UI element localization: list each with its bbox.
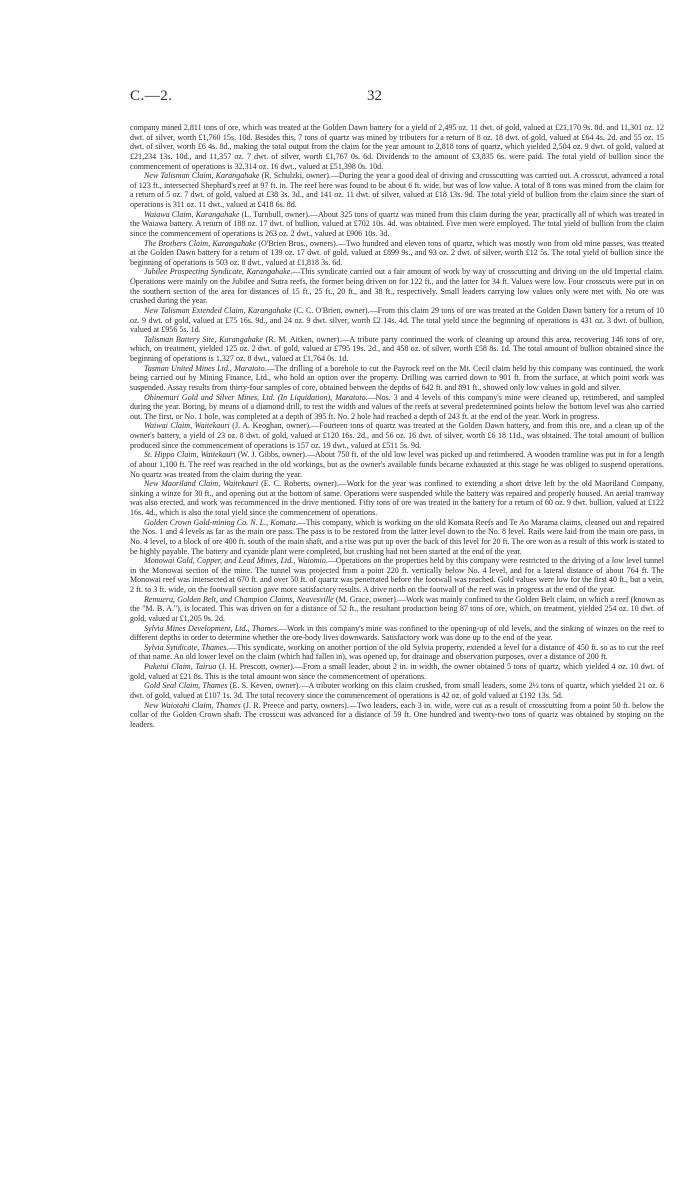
paragraph — [130, 662, 664, 681]
paragraph-text: .—This syndicate, working on another portion of the old Sylvia property, extended a level for a distance of 450 ft. so as to cut the reef of that name. An old lower level on the claim (which had fallen in), was opened up, for drainage and observation purposes, over a distance of 200 ft. — [130, 642, 665, 662]
paragraph — [130, 210, 664, 239]
paragraph-lead: Talisman Battery Site, Karangahake — [144, 334, 263, 344]
page-number: 32 — [367, 88, 382, 104]
paragraph — [130, 267, 664, 306]
paragraph-lead: Sylvia Mines Development, Ltd., Thames — [144, 623, 277, 633]
paragraph — [130, 421, 664, 450]
paragraph — [130, 239, 664, 268]
paragraph-text: .—Work in this company's mine was confined to the opening-up of old levels, and the sinking of winzes on the reef to different depths in order to determine whether the ore-body lives downwards. Satisfactory work was done up to the end of the year. — [130, 623, 664, 643]
paragraph-lead: New Talisman Extended Claim, Karangahake — [144, 305, 292, 315]
paragraph — [130, 479, 664, 518]
paragraph-lead: Jubilee Prospecting Syndicate, Karangahake — [144, 267, 291, 277]
paragraph — [130, 701, 664, 730]
paragraph-text: (O'Brien Bros., owners).—Two hundred and eleven tons of quartz, which was mostly won from old mine passes, was treated at the Golden Dawn battery for a return of 139 oz. 17 dwt. of gold, valued at £899 9s., and 93 oz. 2 dwt. of silver, worth £12 5s. The total yield of bullion since the beginning of operations is 503 oz. 8 dwt., valued at £1,818 3s. 6d. — [130, 238, 664, 267]
paragraph — [130, 393, 664, 422]
paragraph-lead: Waiawa Claim, Karangahake — [144, 209, 240, 219]
paragraph — [130, 123, 664, 171]
paragraph-text: (J. R. Preece and party, owners).—Two leaders, each 3 in. wide, were cut as a result of crosscutting from a point 50 ft. below the collar of the Golden Crown shaft. The crosscut was advanced for a distance of 59 ft. One hundred and twenty-two tons of quartz was obtained by stoping on the leaders. — [130, 700, 664, 729]
paragraph — [130, 518, 664, 557]
paragraph — [130, 306, 664, 335]
paragraph-lead: New Waiotahi Claim, Thames — [144, 700, 241, 710]
paragraph-text: .—Operations on the properties held by this company were restricted to the driving of a low level tunnel in the Monowai section of the mine. The tunnel was projected from a point 220 ft. vertically below No. 4 level, and for a lateral distance of about 764 ft. The Monowai reef was intersected at 670 ft. and over 50 ft. of quartz was penetrated before the footwall was reached. Gold values were low for the first 40 ft., but a vein, 2 ft. to 3 ft. wide, on the footwall section gave more satisfactory results. A drive north on the footwall of the reef was in progress at the end of the year. — [130, 556, 664, 594]
paragraph — [130, 556, 664, 595]
page-header — [130, 88, 664, 110]
paragraph-text: (W. J. Gibbs, owner).—About 750 ft. of the old low level was picked up and retimbered. A wooden tramline was put in for a length of about 1,100 ft. The reef was reached in the old workings, but as the owner's available funds became exhausted at this stage he was obliged to suspend operations. No quartz was treated from the claim during the year. — [130, 450, 664, 479]
paragraph-text: (C. C. O'Brien, owner).—From this claim 29 tons of ore was treated at the Golden Dawn battery for a return of 10 oz. 9 dwt. of gold, valued at £75 16s. 9d., and 24 oz. 9 dwt. silver, worth £2 14s. 4d. The total yield since the beginning of operations is 431 oz. 3 dwt. of bullion, valued at £956 5s. 1d. — [130, 305, 664, 335]
paragraph-lead: New Maoriland Claim, Waitekauri — [144, 479, 259, 489]
paragraph-lead: Monowai Gold, Copper, and Lead Mines, Ltd., Waiomio — [144, 556, 326, 566]
paragraph-text: .—The drilling of a borehole to cut the Payrock reef on the Mt. Cecil claim held by this company was continued, the work being carried out by Mining Finance, Ltd., who hold an option over the property. Drilling was carried down to 901 ft. from the surface, at which point work was suspended. Assay results from thirty-four samples of core, obtained between the depths of 642 ft. and 891 ft., showed only low values in gold and silver. — [130, 363, 664, 392]
paragraph-lead: Sylvia Syndicate, Thames — [144, 642, 227, 652]
paragraph-text: (L. Turnbull, owner).—About 325 tons of quartz was mined from this claim during the year, practically all of which was treated in the Waiawa battery. A return of 188 oz. 17 dwt. of bullion, valued at £702 10s. 4d. was obtained. Five men were employed. The total yield of bullion from the claim since the commencement of operations is 263 oz. 2 dwt., valued at £906 10s. 3d. — [130, 209, 664, 238]
paragraph-lead: St. Hippo Claim, Waitekauri — [144, 450, 236, 460]
paragraph — [130, 335, 664, 364]
paragraph-text: (E. S. Keven, owner).—A tributer working on this claim crushed, from small leaders, some 2½ tons of quartz, which yielded 21 oz. 6 dwt. of gold, valued at £107 1s. 3d. The total recovery since the commencement of operations is 42 oz. of gold valued at £192 13s. 5d. — [130, 681, 664, 700]
paragraph — [130, 171, 664, 210]
paragraph-text: .—This syndicate carried out a fair amount of work by way of crosscutting and driving on the old Imperial claim. Operations were mainly on the Jubilee and Sutra reefs, the former being driven on for 122 ft., and the latter for 34 ft. Values were low. Four crosscuts were put in on the southern section of the area for distances of 15 ft., 25 ft., 20 ft., and 38 ft., respectively. Small leaders carrying low values only were met with. No ore was crushed during the year. — [130, 267, 664, 306]
paragraph-lead: Ohinemuri Gold and Silver Mines, Ltd. (In Liquidation), Maratoto — [144, 392, 366, 402]
paragraph-text: (R. Schulzki, owner).—During the year a good deal of driving and crosscutting was carried out. A crosscut, advanced a total of 123 ft., intersected Shephard's reef at 97 ft. in. The reef here was found to be about 6 ft. wide, but was of low value. A total of 8 tons was mined from the claim for a return of 5 oz. 7 dwt. of gold, valued at £38 3s. 3d., and 141 oz. 11 dwt. of silver, valued at £18 13s. 9d. The total yield of bullion from the claim since the start of operations is 311 oz. 11 dwt., valued at £418 6s. 8d. — [130, 171, 664, 209]
paragraph — [130, 450, 664, 479]
paragraph-lead: Puketui Claim, Tairua — [144, 662, 217, 671]
paragraph-text: .—Nos. 3 and 4 levels of this company's mine were cleaned up, retimbered, and sampled during the year. Boring, by means of a diamond drill, to test the width and values of the reefs at several predetermined points below the bottom level was also carried out. The first, or No. 1 hole, was completed at a depth of 395 ft. No. 2 hole had reached a depth of 243 ft. at the end of the year. Work in progress. — [130, 392, 664, 421]
document-reference: C.—2. — [130, 88, 173, 104]
paragraph-lead: New Talisman Claim, Karangahake — [144, 171, 260, 181]
body-text — [130, 123, 664, 729]
paragraph-text: company mined 2,811 tons of ore, which was treated at the Golden Dawn battery for a yield of 2,495 oz. 11 dwt. of gold, valued at £21,170 9s. 8d. and 11,301 oz. 12 dwt. of silver, worth £1,760 15s. 10d. Besides this, 7 tons of quartz was mined by tributers for a return of 8 oz. 18 dwt. of gold, valued at £64 4s. 2d. and 55 oz. 15 dwt. of silver, worth £6 4s. 8d., making the total output from the claim for the year amount to 2,818 tons of quartz, which yielded 2,504 oz. 9 dwt. of gold, valued at £21,234 13s. 10d., and 11,357 oz. 7 dwt. of silver, worth £1,767 0s. 6d. Dividends to the amount of £3,835 6s. were paid. The total yield of bullion since the commencement of operations is 32,314 oz. 16 dwt., valued at £51,398 0s. 10d. — [130, 123, 664, 171]
paragraph — [130, 681, 664, 700]
paragraph-lead: The Brothers Claim, Karangahake — [144, 238, 257, 248]
paragraph-lead: Gold Seal Claim, Thames — [144, 681, 228, 691]
paragraph-text: (M. Grace, owner).—Work was mainly confined to the Golden Belt claim, on which a reef (known as the "M. B. A."), is located. This was driven on for a distance of 52 ft., the resultant production being 87 tons of ore, which, on treatment, yielded 254 oz. 10 dwt. of gold, valued at £1,205 9s. 2d. — [130, 594, 665, 623]
paragraph-lead: Waiwai Claim, Waitekauri — [144, 421, 230, 431]
paragraph-text: .—This company, which is working on the old Komata Reefs and Te Ao Marama claims, cleaned out and repaired the Nos. 1 and 4 levels as far as the main ore pass. The pass is to be restored from the latter level down to the No. 8 level. Rails were laid from the main ore pass, in No. 4 level, to a block of ore 400 ft. south of the main shaft, and a rise was put up over the back of this level for 20 ft. The ore won as a result of this work is stated to be highly payable. The battery and cyanide plant were completed, but crushing had not been started at the end of the year. — [130, 517, 664, 556]
paragraph — [130, 364, 664, 393]
paragraph — [130, 643, 664, 662]
paragraph-lead: Golden Crown Gold-mining Co. N. L., Komata — [144, 517, 296, 527]
paragraph-text: (E. C. Roberts, owner).—Work for the year was confined to extending a short drive left by the old Maoriland Company, sinking a winze for 30 ft., and opening out at the bottom of same. Operations were suspended while the battery was repaired and properly housed. An aerial tramway was also erected, and work was recommenced in the drive mentioned. Fifty tons of ore was treated in the battery for a return of 60 oz. 9 dwt. bullion, valued at £122 16s. 4d., which is also the total yield since the commencement of operations. — [130, 479, 665, 517]
paragraph-lead: Remuera, Golden Belt, and Champion Claims, Neavesville — [144, 594, 334, 604]
paragraph-text: (R. M. Aitken, owner).—A tribute party continued the work of cleaning up around this area, recovering 146 tons of ore, which, on treatment, yielded 125 oz. 2 dwt. of gold, valued at £795 19s. 2d., and 458 oz. of silver, worth £58 8s. 1d. The total amount of bullion obtained since the beginning of operations is 1,327 oz. 8 dwt., valued at £1,764 0s. 1d. — [130, 334, 665, 363]
paragraph-text: (J. A. Keoghan, owner).—Fourteen tons of quartz was treated at the Golden Dawn battery, and from this ore, and a clean up of the owner's battery, a yield of 23 oz. 8 dwt. of gold, valued at £120 16s. 2d., and 56 oz. 16 dwt. of silver, worth £6 18 11d., was obtained. The total amount of bullion produced since the commencement of operations is 157 oz. 19 dwt., valued at £511 5s. 9d. — [130, 421, 665, 450]
paragraph — [130, 624, 664, 643]
paragraph-lead: Tasman United Mines Ltd., Maratoto — [144, 363, 265, 373]
paragraph — [130, 595, 664, 624]
paragraph-text: (J. H. Prescott, owner).—From a small leader, about 2 in. in width, the owner obtained 5 tons of quartz, which yielded 4 oz. 10 dwt. of gold, valued at £21 8s. This is the total amount won since the commencement of operations. — [130, 662, 664, 681]
